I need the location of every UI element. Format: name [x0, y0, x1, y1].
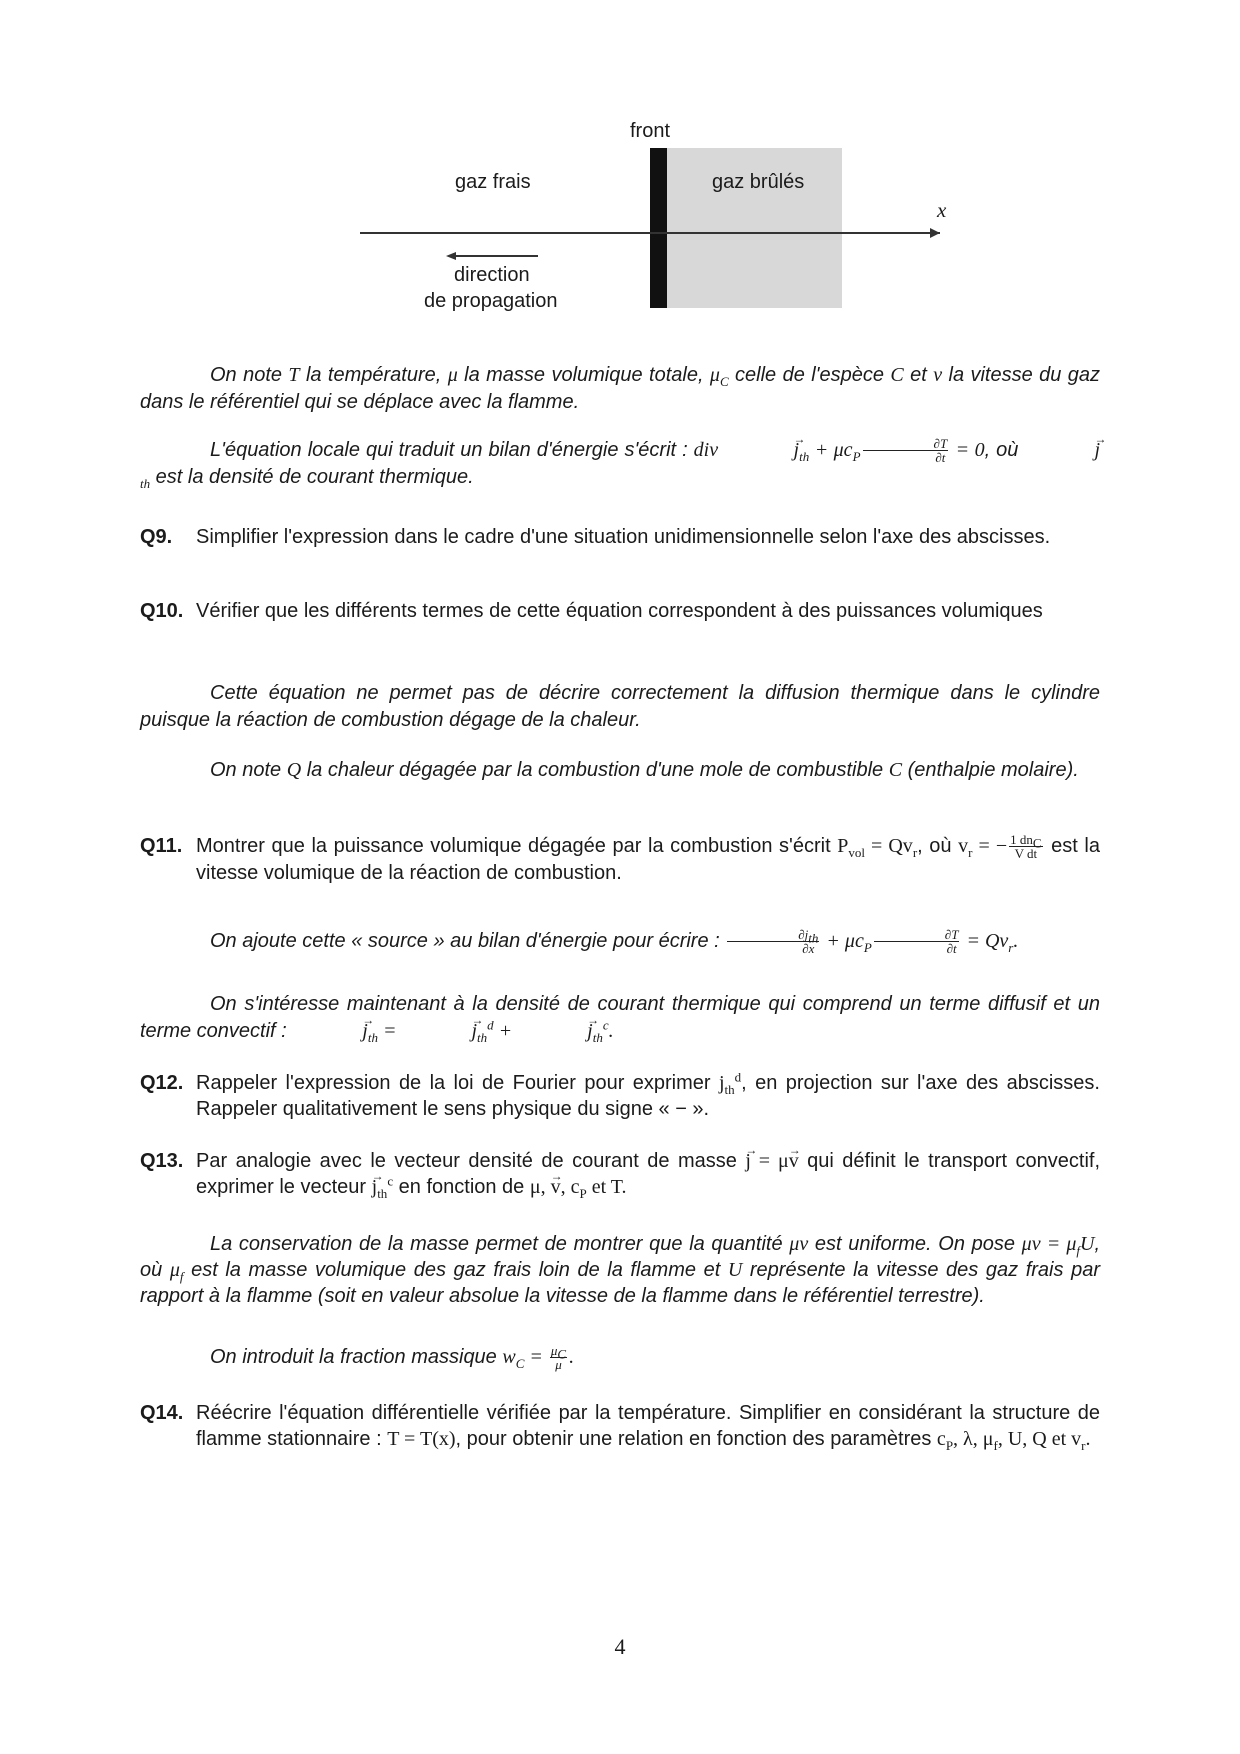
question-label: Q13.	[140, 1150, 184, 1172]
front-label: front	[630, 120, 671, 142]
molar-heat-paragraph: On note Q la chaleur dégagée par la combustion d'une mole de combustible C (enthalpie molaire).	[210, 759, 1079, 781]
propagation-arrowhead	[446, 252, 456, 260]
question-q9	[140, 524, 1100, 550]
question-label: Q14.	[140, 1402, 184, 1424]
direction-label-line1: direction	[454, 264, 530, 286]
fresh-gas-label: gaz frais	[455, 171, 531, 193]
x-axis-arrowhead	[930, 228, 940, 238]
question-q10	[140, 598, 1100, 624]
question-text: Montrer que la puissance volumique dégagée par la combustion s'écrit $P_{vol} = Qv_r$, où $v_r$ = − $\frac{1 dn_C}{\text{V dt}}$ est la vitesse volumique de la réaction de combustion.	[196, 832, 1101, 885]
energy-balance-paragraph: L'équation locale qui traduit un bilan d'énergie s'écrit : div → $j_{th} + \mu c_P$ $\frac{\partial T}{\partial t}$ = 0, où → $j_{th}$ est la densité de courant thermique.	[140, 437, 1100, 491]
question-q12	[140, 1070, 1100, 1122]
question-label: Q9.	[140, 526, 173, 548]
x-axis-label: x	[937, 198, 947, 222]
source-term-paragraph: On ajoute cette « source » au bilan d'énergie pour écrire : $\frac{\partial j_{th}}{\partial x}$ + $\mu c_P$ $\frac{\partial T}{\partial t}$ = $Qv_r$.	[210, 927, 1019, 957]
mass-fraction-line: On introduit la fraction massique $w_C$ = $\frac{\mu_C}{\mu}$ .	[210, 1343, 575, 1373]
question-label: Q12.	[140, 1072, 184, 1094]
question-text: Simplifier l'expression dans le cadre d'une situation unidimensionnelle selon l'axe des abscisses.	[196, 526, 1051, 548]
page-number: 4	[614, 1634, 626, 1659]
burnt-gas-label: gaz brûlés	[712, 171, 805, 193]
flame-front-bar	[650, 148, 667, 308]
question-text: Par analogie avec le vecteur densité de courant de masse → j = μ→ v qui définit le transport convectif, exprimer le vecteur → $j_{th}^c$ en fonction de μ, → v, $c_P$ et T.	[196, 1148, 1100, 1200]
notation-paragraph: On note T la température, μ la masse volumique totale, $\mu_C$ celle de l'espèce C et v la vitesse du gaz dans le référentiel qui se déplace avec la flamme.	[140, 364, 1101, 413]
question-label: Q11.	[140, 835, 183, 857]
question-q13	[140, 1148, 1100, 1200]
question-label: Q10.	[140, 600, 184, 622]
question-text: Réécrire l'équation différentielle vérifiée par la température. Simplifier en considérant la structure de flamme stationnaire : T = T(x), pour obtenir une relation en fonction des paramètres $c_P$, λ, $\mu_f$, U, Q et $v_r$.	[196, 1402, 1100, 1453]
question-q11	[140, 833, 1100, 886]
question-q14	[140, 1400, 1100, 1452]
mass-conservation-paragraph: La conservation de la masse permet de montrer que la quantité μv est uniforme. On pose $\mu v = \mu_fU$, où $\mu_f$ est la masse volumique des gaz frais loin de la flamme et U représente la vitesse des gaz frais par rapport à la flamme (soit en valeur absolue la vitesse de la flamme dans le référentiel terrestre).	[140, 1233, 1100, 1307]
figure-drawing	[350, 118, 950, 318]
question-text: Vérifier que les différents termes de cette équation correspondent à des puissances volumiques	[196, 600, 1043, 622]
combustion-heat-paragraph: Cette équation ne permet pas de décrire correctement la diffusion thermique dans le cylindre puisque la réaction de combustion dégage de la chaleur.	[140, 682, 1100, 731]
current-density-paragraph: On s'intéresse maintenant à la densité de courant thermique qui comprend un terme diffusif et un terme convectif : → $j_{th}$ = → $j_{th}^d$ + → $j_{th}^c$.	[140, 991, 1100, 1045]
direction-label-line2: de propagation	[424, 290, 558, 312]
question-text: Rappeler l'expression de la loi de Fourier pour exprimer $j_{th}^d$, en projection sur l'axe des abscisses. Rappeler qualitativement le sens physique du signe « − ».	[196, 1069, 1100, 1120]
